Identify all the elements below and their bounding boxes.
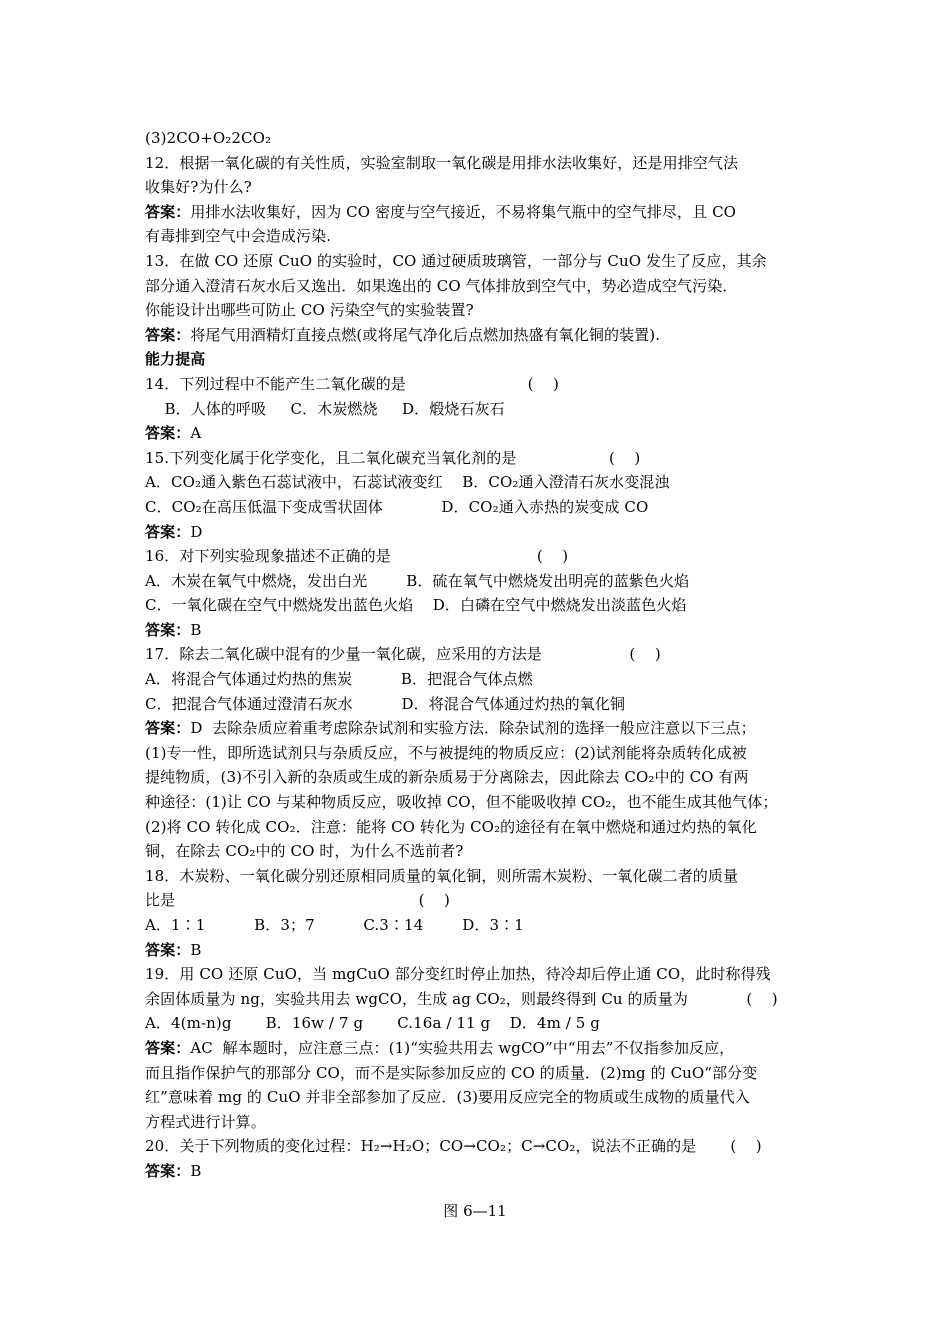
question-line: 18．木炭粉、一氧化碳分别还原相同质量的氧化铜，则所需木炭粉、一氧化碳二者的质量 — [145, 866, 739, 885]
question-line: 14．下列过程中不能产生二氧化碳的是 ( ) — [145, 374, 559, 393]
document-body — [145, 126, 815, 1184]
question-line: 19．用 CO 还原 CuO，当 mgCuO 部分变红时停止加热，待冷却后停止通 CO，此时称得残 — [145, 965, 771, 984]
text-line: 13．在做 CO 还原 CuO 的实验时，CO 通过硬质玻璃管，一部分与 CuO 发生了反应，其余 — [145, 251, 767, 270]
option-line: A．将混合气体通过灼热的焦炭 B．把混合气体点燃 — [145, 670, 533, 689]
text-line: 12．根据一氧化碳的有关性质，实验室制取一氧化碳是用排水法收集好，还是用排空气法 — [145, 153, 739, 172]
text-line: 你能设计出哪些可防止 CO 污染空气的实验装置? — [145, 301, 474, 320]
text-line: 部分通入澄清石灰水后又逸出．如果逸出的 CO 气体排放到空气中，势必造成空气污染． — [145, 276, 738, 295]
text-line: (2)将 CO 转化成 CO₂．注意：能将 CO 转化为 CO₂的途径有在氧中燃烧和通过灼热的氧化 — [145, 817, 757, 836]
text-line: 提纯物质，(3)不引入新的杂质或生成的新杂质易于分离除去，因此除去 CO₂中的 CO 有两 — [145, 768, 749, 787]
option-line: A．1∶1 B．3；7 C.3∶14 D．3∶1 — [145, 916, 524, 934]
option-line: C．CO₂在高压低温下变成雪状固体 D．CO₂通入赤热的炭变成 CO — [145, 497, 649, 516]
answer-line: 答案：AC 解本题时，应注意三点：(1)“实验共用去 wgCO”中“用去”不仅指参加反应， — [145, 1038, 735, 1057]
answer-line: 答案：用排水法收集好，因为 CO 密度与空气接近，不易将集气瓶中的空气排尽，且 CO — [145, 202, 737, 221]
question-line: 20．关于下列物质的变化过程：H₂→H₂O；CO→CO₂；C→CO₂，说法不正确的是 ( ) — [145, 1137, 762, 1156]
answer-label: 答案： — [145, 522, 191, 541]
text-line: 铜，在除去 CO₂中的 CO 时，为什么不选前者? — [145, 842, 464, 861]
option-line: A．CO₂通入紫色石蕊试液中，石蕊试液变红 B．CO₂通入澄清石灰水变混浊 — [145, 473, 670, 492]
answer-line: 答案：B — [145, 940, 202, 959]
option-line: C．一氧化碳在空气中燃烧发出蓝色火焰 D．白磷在空气中燃烧发出淡蓝色火焰 — [145, 596, 687, 615]
section-heading: 能力提高 — [145, 350, 206, 369]
answer-line: 答案：B — [145, 620, 202, 639]
answer-label: 答案： — [145, 1038, 191, 1057]
answer-line: 答案：D 去除杂质应着重考虑除杂试剂和实验方法．除杂试剂的选择一般应注意以下三点； — [145, 719, 756, 738]
option-line: C．把混合气体通过澄清石灰水 D．将混合气体通过灼热的氧化铜 — [145, 694, 626, 713]
answer-label: 答案： — [145, 719, 191, 738]
answer-line: 答案：将尾气用酒精灯直接点燃(或将尾气净化后点燃加热盛有氧化铜的装置). — [145, 325, 661, 344]
question-line: 17．除去二氧化碳中混有的少量一氧化碳，应采用的方法是 ( ) — [145, 645, 661, 664]
answer-label: 答案： — [145, 940, 191, 959]
question-line: 16．对下列实验现象描述不正确的是 ( ) — [145, 547, 569, 566]
figure-caption: 图 6—11 — [443, 1202, 507, 1220]
answer-line: 答案：A — [145, 424, 202, 443]
option-line: A．木炭在氧气中燃烧，发出白光 B．硫在氧气中燃烧发出明亮的蓝紫色火焰 — [145, 571, 690, 590]
answer-label: 答案： — [145, 202, 191, 221]
answer-line: 答案：D — [145, 522, 203, 541]
answer-label: 答案： — [145, 424, 191, 443]
text-line: 收集好?为什么? — [145, 178, 252, 197]
text-line: (3)2CO+O₂2CO₂ — [145, 129, 272, 147]
text-line: 方程式进行计算。 — [145, 1112, 266, 1131]
text-line: 红”意味着 mg 的 CuO 并非全部参加了反应．(3)要用反应完全的物质或生成物的质量代入 — [145, 1088, 750, 1107]
text-line: 有毒排到空气中会造成污染. — [145, 227, 332, 246]
question-line: 比是 ( ) — [145, 891, 450, 910]
answer-label: 答案： — [145, 325, 191, 344]
text-line: 而且指作保护气的那部分 CO，而不是实际参加反应的 CO 的质量．(2)mg 的 CuO“部分变 — [145, 1063, 758, 1082]
answer-line: 答案：B — [145, 1161, 202, 1180]
option-line: B．人体的呼吸 C．木炭燃烧 D．煅烧石灰石 — [145, 399, 505, 418]
text-line: 种途径：(1)让 CO 与某种物质反应，吸收掉 CO，但不能吸收掉 CO₂，也不能生成其他气体； — [145, 793, 778, 812]
question-line: 余固体质量为 ng，实验共用去 wgCO，生成 ag CO₂，则最终得到 Cu 的质量为 ( ) — [145, 989, 778, 1008]
answer-label: 答案： — [145, 620, 191, 639]
question-line: 15.下列变化属于化学变化，且二氧化碳充当氧化剂的是 ( ) — [145, 448, 641, 467]
text-line: (1)专一性，即所选试剂只与杂质反应，不与被提纯的物质反应：(2)试剂能将杂质转化成被 — [145, 743, 747, 762]
answer-label: 答案： — [145, 1161, 191, 1180]
option-line: A．4(m-n)g B．16w / 7 g C.16a / 11 g D．4m / 5 g — [145, 1014, 600, 1033]
